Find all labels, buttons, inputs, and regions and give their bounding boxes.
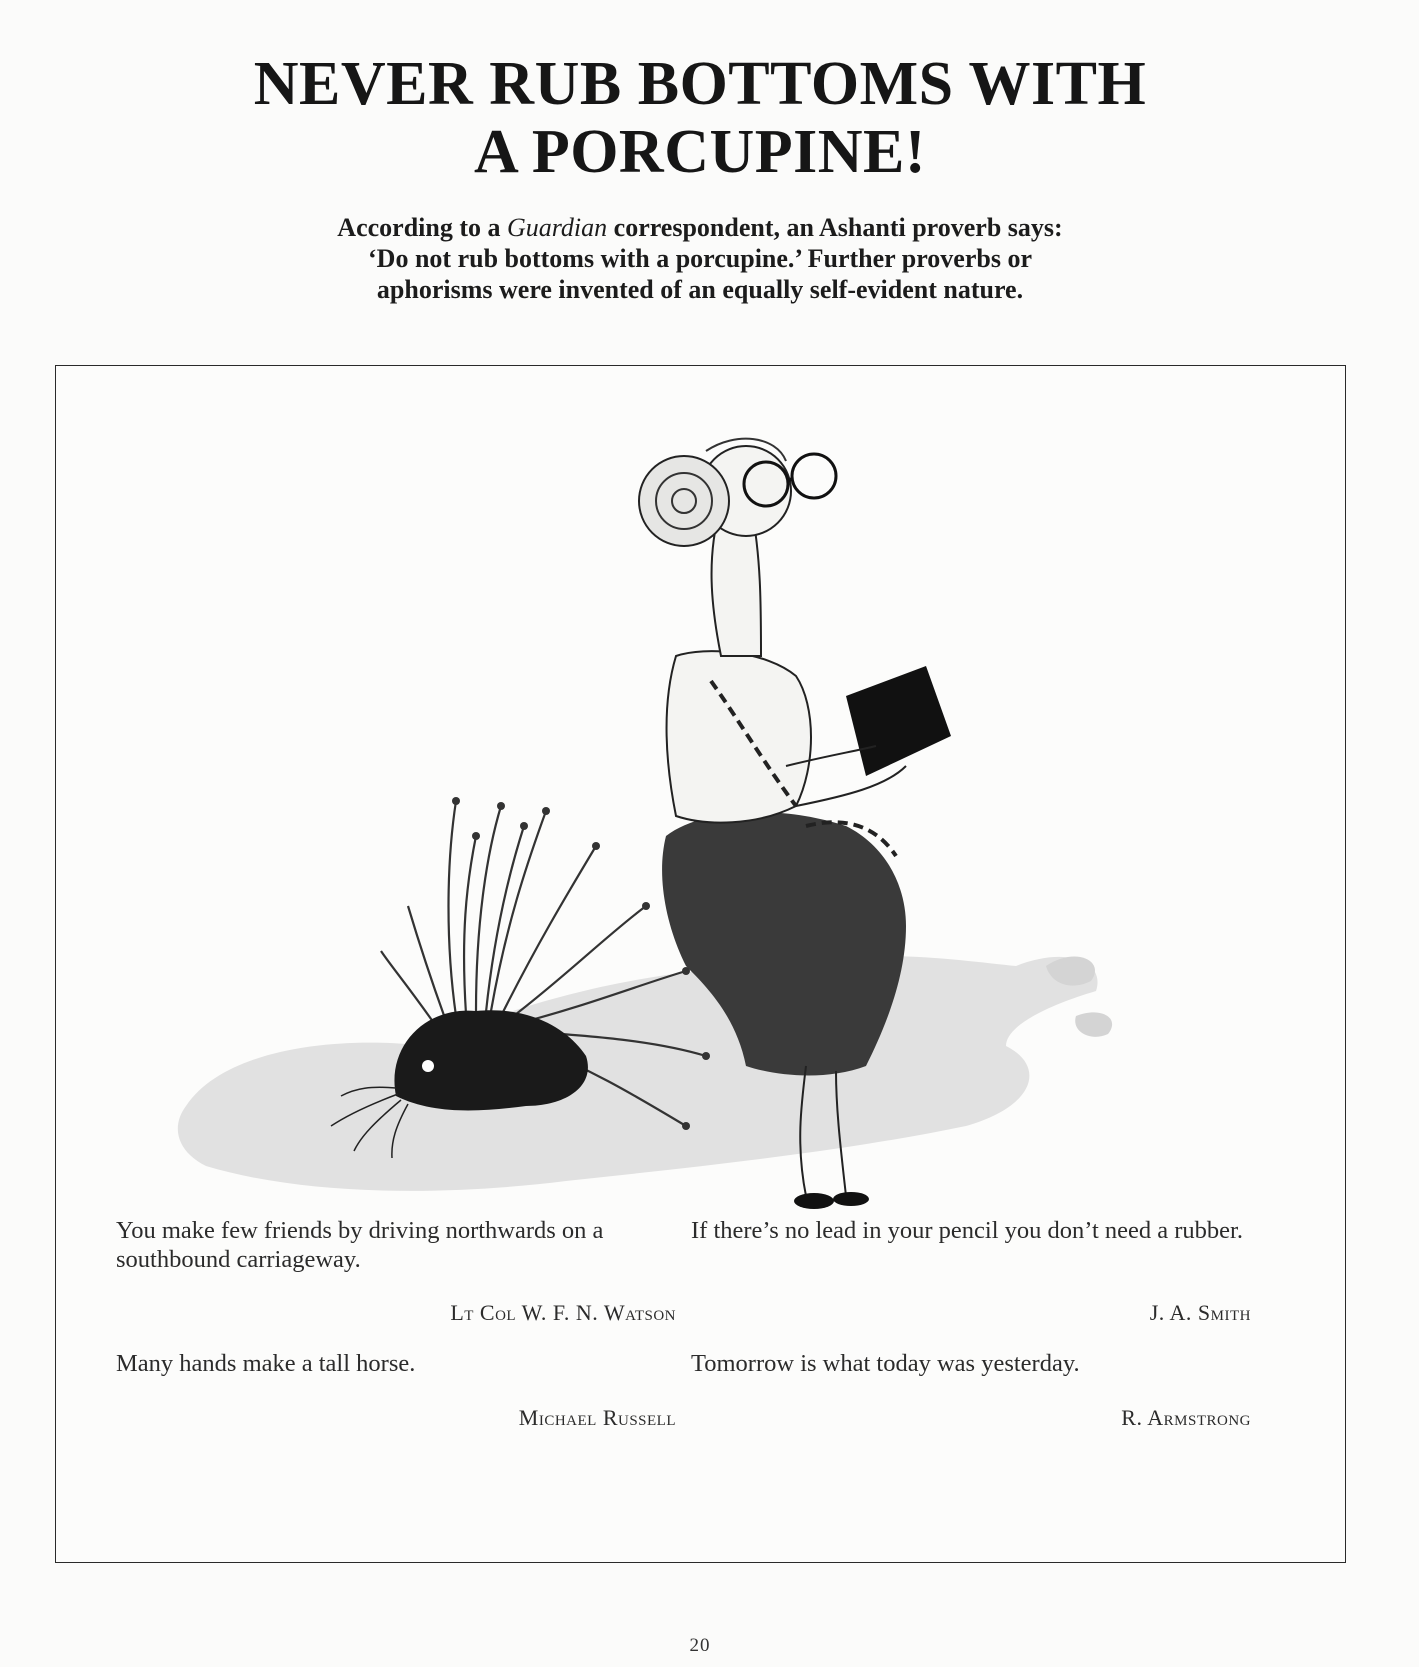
intro-line-2: ‘Do not rub bottoms with a porcupine.’ Further proverbs or: [368, 244, 1032, 273]
proverb-author: Lt Col W. F. N. Watson: [450, 1300, 676, 1325]
illustration-frame: [55, 365, 1346, 1563]
proverb-author: Michael Russell: [518, 1405, 676, 1430]
proverb-entry: [116, 1349, 676, 1430]
proverb-quote: If there’s no lead in your pencil you don’t need a rubber.: [691, 1217, 1243, 1244]
proverb-author: J. A. Smith: [1149, 1300, 1251, 1325]
intro-line-1-start: According to a: [337, 213, 507, 242]
proverb-quote: You make few friends by driving northwards on a southbound carriageway.: [116, 1217, 604, 1273]
proverb-quote: Tomorrow is what today was yesterday.: [691, 1350, 1080, 1377]
intro-line-1-end: correspondent, an Ashanti proverb says:: [607, 213, 1063, 242]
proverb-entry: [691, 1216, 1251, 1325]
intro-line-1: [0, 212, 1400, 243]
page-title: [0, 50, 1400, 186]
proverb-entry: [691, 1349, 1251, 1430]
porcupine-cartoon-illustration: [146, 406, 1246, 1286]
proverb-quote: Many hands make a tall horse.: [116, 1350, 416, 1377]
proverb-author: R. Armstrong: [1121, 1405, 1251, 1430]
proverb-entry: [116, 1216, 676, 1325]
page-number: 20: [689, 1635, 711, 1656]
intro-paragraph: [0, 212, 1400, 305]
title-line-2: A PORCUPINE!: [473, 118, 927, 186]
title-line-1: NEVER RUB BOTTOMS WITH: [253, 50, 1147, 118]
publication-name: Guardian: [507, 213, 608, 242]
intro-line-3: aphorisms were invented of an equally self-evident nature.: [376, 275, 1024, 304]
